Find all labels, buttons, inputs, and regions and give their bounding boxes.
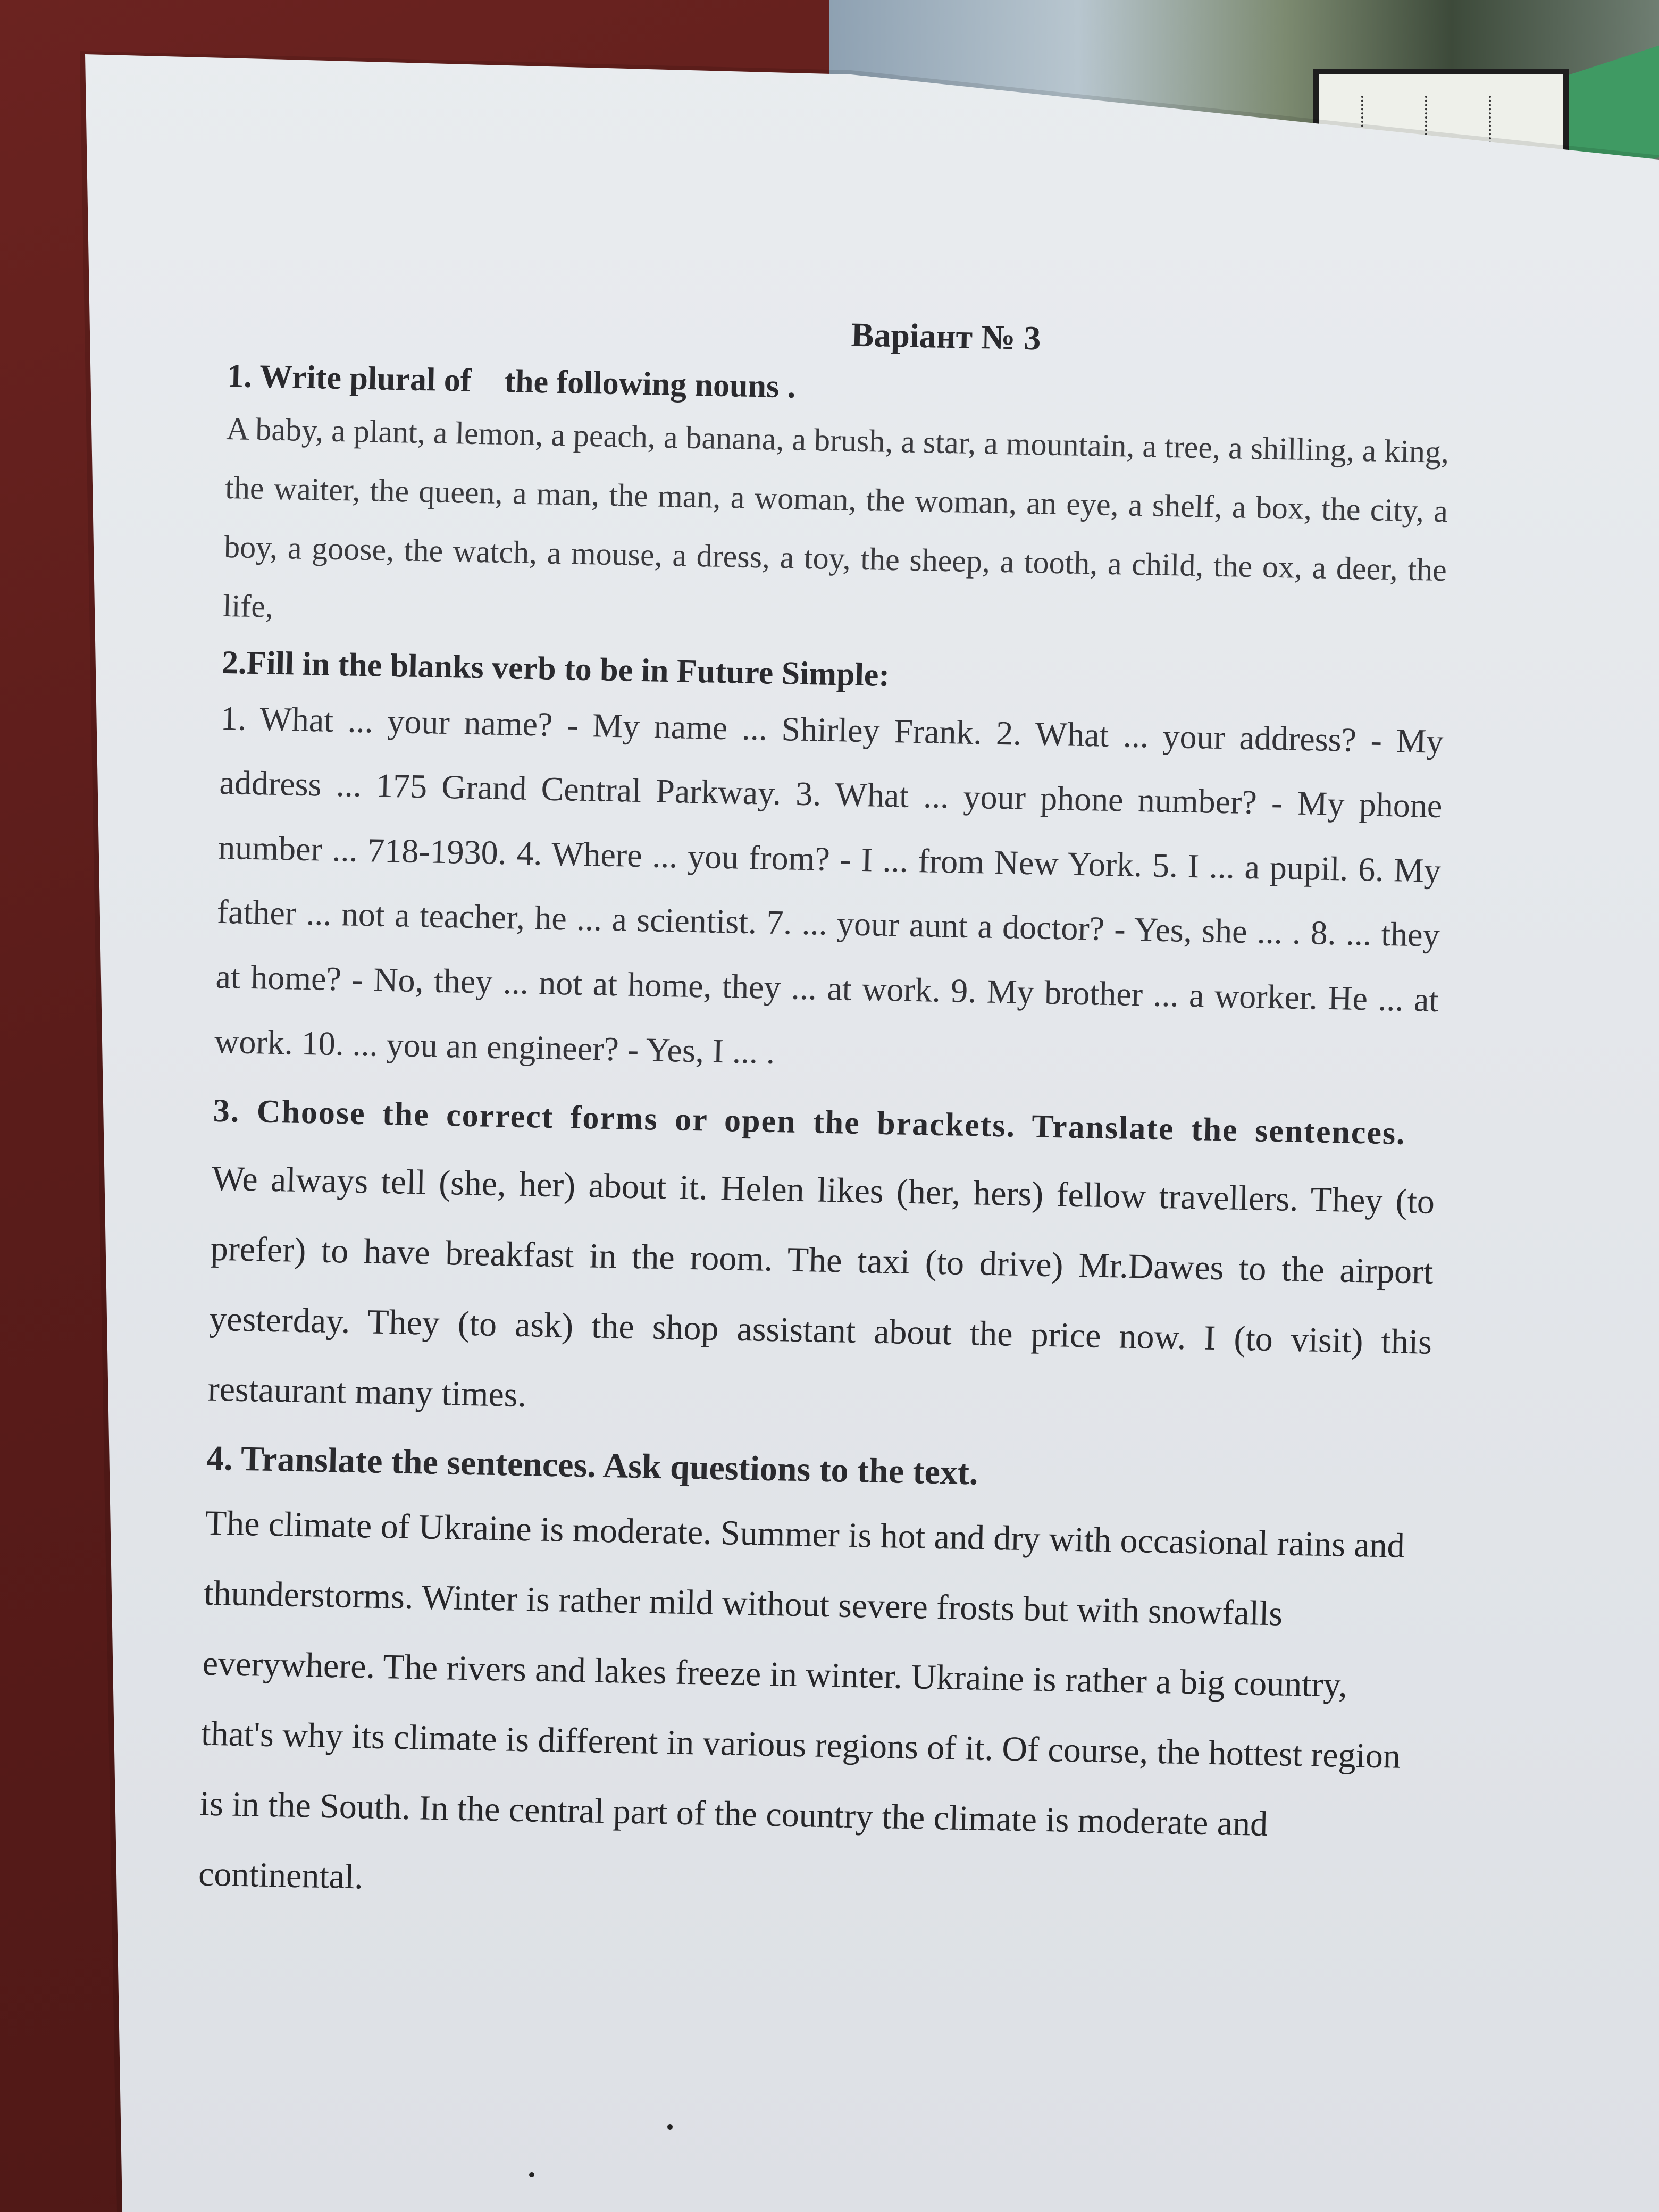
variant-title: Варіант № 3	[851, 315, 1042, 357]
section-3	[207, 1078, 1437, 1448]
section-1	[222, 353, 1451, 659]
section-2-body: 1. What ... your name? - My name ... Shirley Frank. 2. What ... your address? - My address ... 175 Grand Central Parkway. 3. What ... your phone number? - My phone number ... 718-1930. 4. Where ... you from? - I ... from New York. 5. I ... a pupil. 6. My father ... not a teacher, he ... a scientist. 7. ... your aunt a doctor? - Yes, she ... . 8. ... they at home? - No, they ... not at home, they ... at work. 9. My brother ... a worker. He ... at work. 10. ... you an engineer? - Yes, I ... .	[214, 699, 1444, 1071]
section-1-heading: 1. Write plural of the following nouns .	[227, 357, 796, 405]
section-4	[198, 1429, 1430, 1933]
section-4-body: The climate of Ukraine is moderate. Summer is hot and dry with occasional rains and thunderstorms. Winter is rather mild without severe frosts but with snowfalls everywhere. The rivers and lakes freeze in winter. Ukraine is rather a big country, that's why its climate is different in various regions of it. Of course, the hottest region is in the South. In the central part of the country the climate is moderate and continental.	[198, 1503, 1405, 1897]
section-2	[214, 640, 1445, 1097]
section-4-heading: 4. Translate the sentences. Ask questions to the text.	[206, 1438, 979, 1493]
worksheet	[198, 303, 1452, 1937]
section-1-body: A baby, a plant, a lemon, a peach, a banana, a brush, a star, a mountain, a tree, a shilling, a king, the waiter, the queen, a man, the man, a woman, the woman, an eye, a shelf, a box, the city, a boy, a goose, the watch, a mouse, a dress, a toy, the sheep, a tooth, a child, the ox, a deer, the life,	[222, 410, 1449, 624]
section-3-body: We always tell (she, her) about it. Helen likes (her, hers) fellow travellers. They (to prefer) to have breakfast in the room. The taxi (to drive) Mr.Dawes to the airport yesterday. They (to ask) the shop assistant about the price now. I (to visit) this restaurant many times.	[207, 1159, 1435, 1415]
section-3-heading: 3. Choose the correct forms or open the brackets. Translate the sentences.	[213, 1092, 1406, 1152]
ink-dot	[667, 2124, 673, 2130]
ink-dot	[529, 2172, 534, 2177]
section-2-heading: 2.Fill in the blanks verb to be in Future Simple:	[221, 644, 890, 693]
